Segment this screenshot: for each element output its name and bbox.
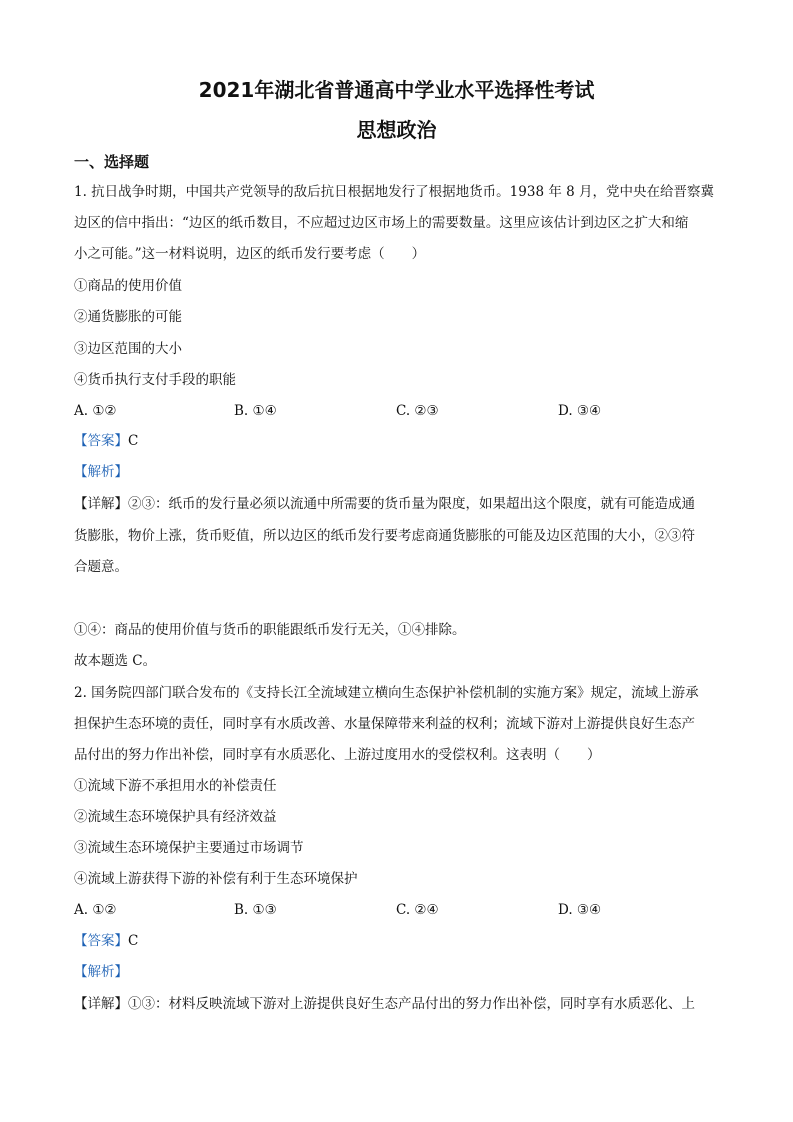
q1-item: ②通货膨胀的可能 xyxy=(74,309,182,325)
q1-stem-line: 1. 抗日战争时期，中国共产党领导的敌后抗日根据地发行了根据地货币。1938 年 8 月，党中央在给晋察冀 xyxy=(74,184,714,200)
q2-detail-line xyxy=(74,995,724,1013)
exam-subject: 思想政治 xyxy=(356,118,437,142)
q2-analysis xyxy=(74,963,724,981)
detail-tag: 【详解】 xyxy=(74,996,128,1012)
analysis-tag: 【解析】 xyxy=(74,464,128,480)
q1-option-a: A. ①② xyxy=(74,403,117,419)
q2-answer xyxy=(74,932,724,950)
q2-stem-line: 品付出的努力作出补偿，同时享有水质恶化、上游过度用水的受偿权利。这表明（ ） xyxy=(74,747,601,763)
analysis-tag: 【解析】 xyxy=(74,964,128,980)
q1-stem-line: 边区的信中指出：“边区的纸币数目，不应超过边区市场上的需要数量。这里应该估计到边区之扩大和缩 xyxy=(74,215,689,231)
q1-detail-line xyxy=(74,495,724,513)
answer-value: C xyxy=(128,933,139,949)
q1-option-c: C. ②③ xyxy=(396,403,439,419)
q1-answer xyxy=(74,432,724,450)
detail-text: ①③：材料反映流域下游对上游提供良好生态产品付出的努力作出补偿，同时享有水质恶化、上 xyxy=(128,996,695,1012)
q1-option-b: B. ①④ xyxy=(234,403,277,419)
q2-option-d: D. ③④ xyxy=(558,902,602,918)
answer-tag: 【答案】 xyxy=(74,933,128,949)
q2-item: ④流域上游获得下游的补偿有利于生态环境保护 xyxy=(74,871,358,887)
q1-item: ④货币执行支付手段的职能 xyxy=(74,372,236,388)
q2-item: ①流域下游不承担用水的补偿责任 xyxy=(74,778,277,794)
q2-option-a: A. ①② xyxy=(74,902,117,918)
q2-item: ③流域生态环境保护主要通过市场调节 xyxy=(74,840,304,856)
q2-option-c: C. ②④ xyxy=(396,902,439,918)
section-heading: 一、选择题 xyxy=(74,153,150,171)
q2-item: ②流域生态环境保护具有经济效益 xyxy=(74,809,277,825)
q1-exclude: ①④：商品的使用价值与货币的职能跟纸币发行无关，①④排除。 xyxy=(74,622,466,638)
q1-detail-line: 合题意。 xyxy=(74,559,128,575)
q1-detail-line: 货膨胀，物价上涨，货币贬值，所以边区的纸币发行要考虑商通货膨胀的可能及边区范围的大小，②③符 xyxy=(74,528,695,544)
q2-stem-line: 担保护生态环境的责任，同时享有水质改善、水量保障带来利益的权利；流域下游对上游提供良好生态产 xyxy=(74,716,695,732)
q1-conclusion: 故本题选 C。 xyxy=(74,653,157,669)
q1-item: ③边区范围的大小 xyxy=(74,341,182,357)
detail-text: ②③：纸币的发行量必须以流通中所需要的货币量为限度，如果超出这个限度，就有可能造成通 xyxy=(128,496,695,512)
q1-stem-line: 小之可能。”这一材料说明，边区的纸币发行要考虑（ ） xyxy=(74,246,426,262)
q1-analysis xyxy=(74,463,724,481)
q2-option-b: B. ①③ xyxy=(234,902,277,918)
exam-title: 2021年湖北省普通高中学业水平选择性考试 xyxy=(198,78,595,102)
answer-value: C xyxy=(128,433,139,449)
detail-tag: 【详解】 xyxy=(74,496,128,512)
q2-stem-line: 2. 国务院四部门联合发布的《支持长江全流域建立横向生态保护补偿机制的实施方案》规定，流域上游承 xyxy=(74,685,699,701)
q1-item: ①商品的使用价值 xyxy=(74,278,182,294)
answer-tag: 【答案】 xyxy=(74,433,128,449)
q1-option-d: D. ③④ xyxy=(558,403,602,419)
